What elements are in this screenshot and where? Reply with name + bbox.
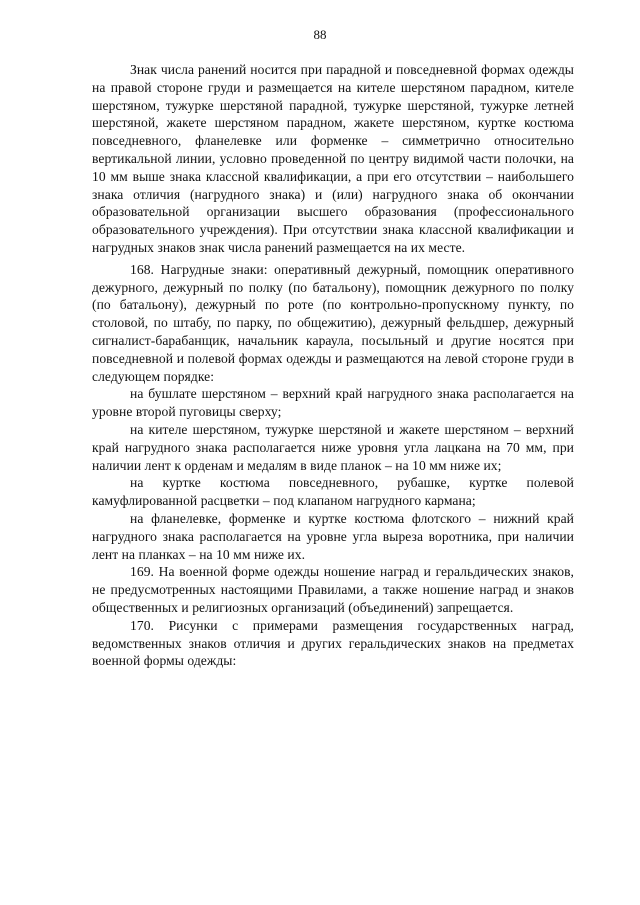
paragraph-169: 169. На военной форме одежды ношение наград и геральдических знаков, не предусмотренных настоящими Правилами, а также ношение наград и знаков общественных и религиозных организаций (объединений) запрещается. — [92, 564, 574, 615]
paragraph-168-flannel: на фланелевке, форменке и куртке костюма флотского – нижний край нагрудного знака располагается на уровне угла выреза воротника, при наличии лент на планках – на 10 мм ниже их. — [92, 510, 574, 562]
page-number: 88 — [313, 27, 327, 42]
document-body — [92, 61, 574, 670]
paragraph-170: 170. Рисунки с примерами размещения государственных наград, ведомственных знаков отличия и других геральдических знаков на предметах военной формы одежды: — [92, 617, 574, 669]
paragraph-168-pea-coat: на бушлате шерстяном – верхний край нагрудного знака располагается на уровне второй пуговицы сверху; — [92, 386, 574, 420]
paragraph-168-jacket: на куртке костюма повседневного, рубашке, куртке полевой камуфлированной расцветки – под клапаном нагрудного кармана; — [92, 475, 574, 509]
paragraph-wound-badge: Знак числа ранений носится при парадной и повседневной формах одежды на правой стороне груди и размещается на кителе шерстяном парадном, кителе шерстяном, тужурке шерстяной парадной, тужурке шерстяной, тужурке летней шерстяной, жакете шерстяном парадном, жакете шерстяном, куртке костюма повседневного, фланелевке или форменке – симметрично относительно вертикальной линии, условно проведенной по центру видимой части полочки, на 10 мм выше знака классной квалификации, а при его отсутствии – наибольшего знака отличия (нагрудного знака) и (или) нагрудного знака об окончании образовательной организации высшего образования (профессионального образовательного учреждения). При отсутствии знака классной квалификации и нагрудных знаков знак числа ранений размещается на их месте. — [92, 62, 574, 255]
paragraph-168-tunic: на кителе шерстяном, тужурке шерстяной и жакете шерстяном – верхний край нагрудного знака располагается ниже уровня угла лацкана на 70 мм, при наличии лент к орденам и медалям в виде планок – на 10 мм ниже их; — [92, 421, 574, 473]
paragraph-168: 168. Нагрудные знаки: оперативный дежурный, помощник оперативного дежурного, дежурный по полку (по батальону), помощник дежурного по полку (по батальону), дежурный по роте (по контрольно-пропускному пункту, по столовой, по штабу, по парку, по общежитию), дежурный фельдшер, дежурный сигналист-барабанщик, начальник караула, посыльный и другие носятся при повседневной и полевой формах одежды и размещаются на левой стороне груди в следующем порядке: — [92, 261, 574, 384]
